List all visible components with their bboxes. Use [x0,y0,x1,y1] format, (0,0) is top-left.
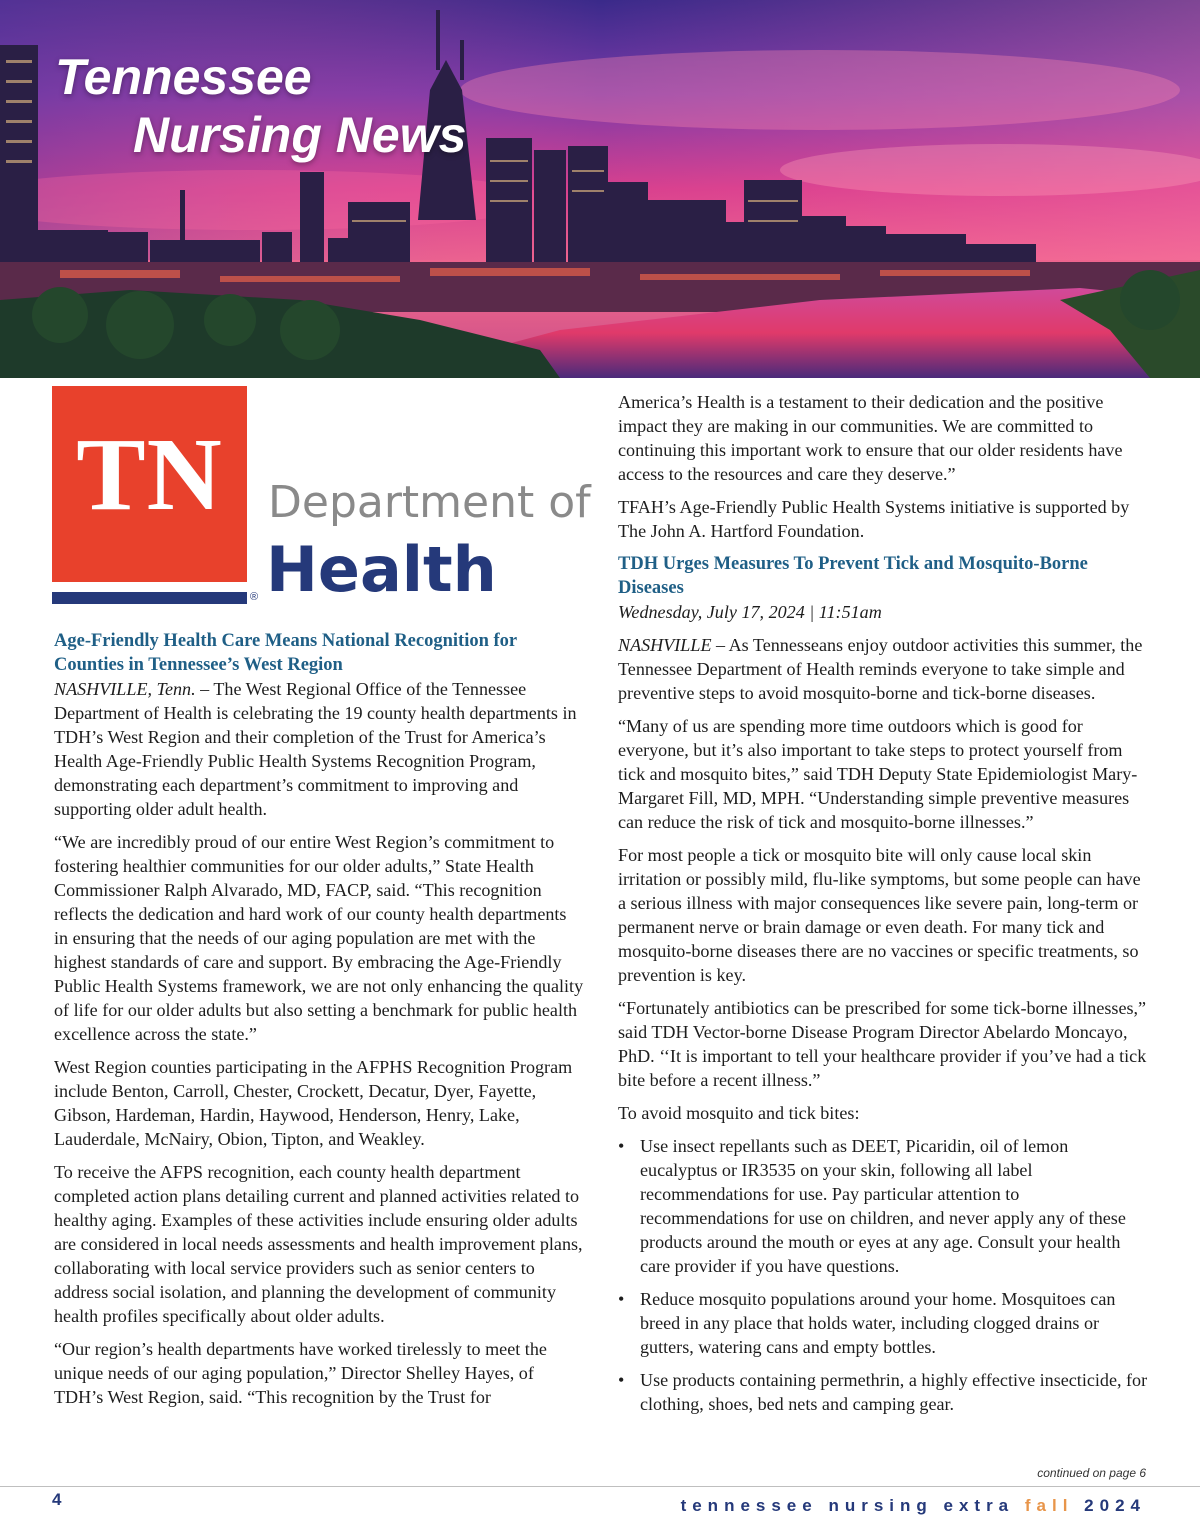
article-2-date: Wednesday, July 17, 2024 | 11:51am [618,602,882,622]
article-2-lead [618,633,1150,705]
masthead-line-1: Tennessee [55,49,312,105]
article-1-paragraph: “We are incredibly proud of our entire West Region’s commitment to fostering healthier communities for our older adults,” State Health Commissioner Ralph Alvarado, MD, FACP, said. “This recognition reflects the dedication and hard work of our county health departments in ensuring that the needs of our aging population are met with the highest standards of care and support. By embracing the Age-Friendly Public Health Systems framework, we are not only enhancing the quality of life for our older adults but also setting a benchmark for public health excellence across the state.” [54,832,584,1044]
footer-publication-title [681,1496,1146,1516]
article-1-paragraph-continued: America’s Health is a testament to their dedication and the positive impact they are making in our communities. We are committed to continuing this important work to ensure that our older residents have access to the resources and care they deserve.” [618,392,1123,484]
list-item: • Use products containing permethrin, a highly effective insecticide, for clothing, shoes, bed nets and camping gear. [618,1368,1150,1416]
footer-title-name: tennessee nursing extra [680,1496,1015,1515]
registered-mark: ® [250,591,259,603]
right-column [618,390,1150,1425]
continued-note: continued on page 6 [1037,1466,1146,1480]
list-item: • Reduce mosquito populations around your home. Mosquitoes can breed in any place that holds water, including clogged drains or gutters, watering cans and empty bottles. [618,1287,1150,1359]
list-item: • Use insect repellants such as DEET, Picaridin, oil of lemon eucalyptus or IR3535 on your skin, following all label recommendations for use. Pay particular attention to recommendations for use on children, and never apply any of these products around the mouth or eyes at any age. Consult your health care provider if you have questions. [618,1134,1150,1278]
hero-banner [0,0,1200,378]
tn-logo-underline [52,592,247,604]
article-1-paragraph: West Region counties participating in the AFPHS Recognition Program include Benton, Carroll, Chester, Crockett, Decatur, Dyer, Fayette, Gibson, Hardeman, Hardin, Haywood, Henderson, Henry, Lake, Lauderdale, McNairy, Obion, Tipton, and Weakley. [54,1057,573,1149]
article-2-lead-text: – As Tennesseans enjoy outdoor activities this summer, the Tennessee Department of Health reminds everyone to take simple and preventive steps to avoid mosquito-borne and tick-borne diseases. [618,635,1143,703]
left-column [54,629,584,1418]
logo-health: Health [266,533,497,606]
article-2-paragraph: “Fortunately antibiotics can be prescribed for some tick-borne illnesses,” said TDH Vector-borne Disease Program Director Abelardo Moncayo, PhD. ‘‘It is important to tell your healthcare provider if you’ve had a tick bite before a recent illness.” [618,998,1147,1090]
footer-title-year: 2024 [1084,1496,1146,1515]
tn-department-of-health-logo [52,386,592,608]
masthead-title [55,48,466,164]
tn-logo-box [52,386,247,582]
masthead-line-2: Nursing News [133,107,467,163]
article-1-paragraph: TFAH’s Age-Friendly Public Health Systems initiative is supported by The John A. Hartford Foundation. [618,497,1130,541]
page-number: 4 [52,1490,62,1509]
article-1-lead-text: – The West Regional Office of the Tennessee Department of Health is celebrating the 19 county health departments in TDH’s West Region and their completion of the Trust for America’s Health Age-Friendly Public Health Systems Recognition Program, demonstrating each department’s commitment to improving and supporting older adult health. [54,679,577,819]
footer-divider [0,1486,1200,1487]
article-2-dateline: NASHVILLE [618,635,712,655]
footer-title-season: fall [1024,1496,1074,1515]
article-1-dateline: NASHVILLE, Tenn. [54,679,196,699]
tn-logo-mark: TN [76,417,223,532]
article-2-paragraph: To avoid mosquito and tick bites: [618,1103,860,1123]
article-1-paragraph: To receive the AFPS recognition, each county health department completed action plans detailing current and planned activities related to healthy aging. Examples of these activities include ensuring older adults are considered in local needs assessments and health improvement plans, collaborating with local service providers such as senior centers to address social isolation, and planning the development of community health profiles specifically about older adults. [54,1162,583,1326]
article-2-paragraph: For most people a tick or mosquito bite will only cause local skin irritation or possibly mild, flu-like symptoms, but some people can have a serious illness with major consequences like severe pain, long-term or permanent nerve or brain damage or even death. For many tick and mosquito-borne diseases there are no vaccines or specific treatments, so prevention is key. [618,845,1141,985]
prevention-list [618,1134,1150,1416]
article-1-lead [54,677,584,821]
logo-department-of: Department of [268,477,591,528]
article-1-paragraph: “Our region’s health departments have worked tirelessly to meet the unique needs of our aging population,” Director Shelley Hayes, of TDH’s West Region, said. “This recognition by the Trust for [54,1339,547,1407]
article-2-paragraph: “Many of us are spending more time outdoors which is good for everyone, but it’s also important to take steps to protect yourself from tick and mosquito bites,” said TDH Deputy State Epidemiologist Mary-Margaret Fill, MD, MPH. “Understanding simple preventive measures can reduce the risk of tick and mosquito-borne illnesses.” [618,716,1138,832]
article-1-headline: Age-Friendly Health Care Means National Recognition for Counties in Tennessee’s West Region [54,631,517,675]
article-2-headline: TDH Urges Measures To Prevent Tick and Mosquito-Borne Diseases [618,554,1088,598]
